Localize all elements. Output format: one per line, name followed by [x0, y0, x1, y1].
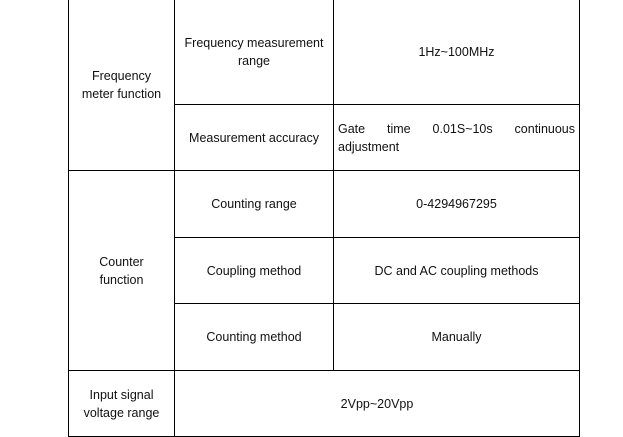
parameter-coupling-method: Coupling method — [175, 238, 334, 304]
parameter-counting-range: Counting range — [175, 171, 334, 238]
group-label-input-signal-voltage: Input signal voltage range — [69, 371, 175, 437]
specification-table — [68, 0, 580, 437]
group-label-frequency-meter: Frequency meter function — [69, 0, 175, 171]
table-row — [69, 0, 580, 105]
value-counting-method: Manually — [334, 304, 580, 371]
value-measurement-accuracy — [334, 105, 580, 171]
parameter-measurement-accuracy: Measurement accuracy — [175, 105, 334, 171]
table-row — [69, 371, 580, 437]
value-input-signal-voltage-range: 2Vpp~20Vpp — [175, 371, 580, 437]
parameter-counting-method: Counting method — [175, 304, 334, 371]
parameter-frequency-measurement-range: Frequency measurement range — [175, 0, 334, 105]
value-measurement-accuracy-line2: adjustment — [338, 139, 400, 154]
table-row — [69, 171, 580, 238]
value-frequency-measurement-range: 1Hz~100MHz — [334, 0, 580, 105]
value-measurement-accuracy-line1: Gate time 0.01S~10s continuous — [338, 121, 575, 136]
group-label-counter: Counter function — [69, 171, 175, 371]
value-coupling-method: DC and AC coupling methods — [334, 238, 580, 304]
value-counting-range: 0-4294967295 — [334, 171, 580, 238]
